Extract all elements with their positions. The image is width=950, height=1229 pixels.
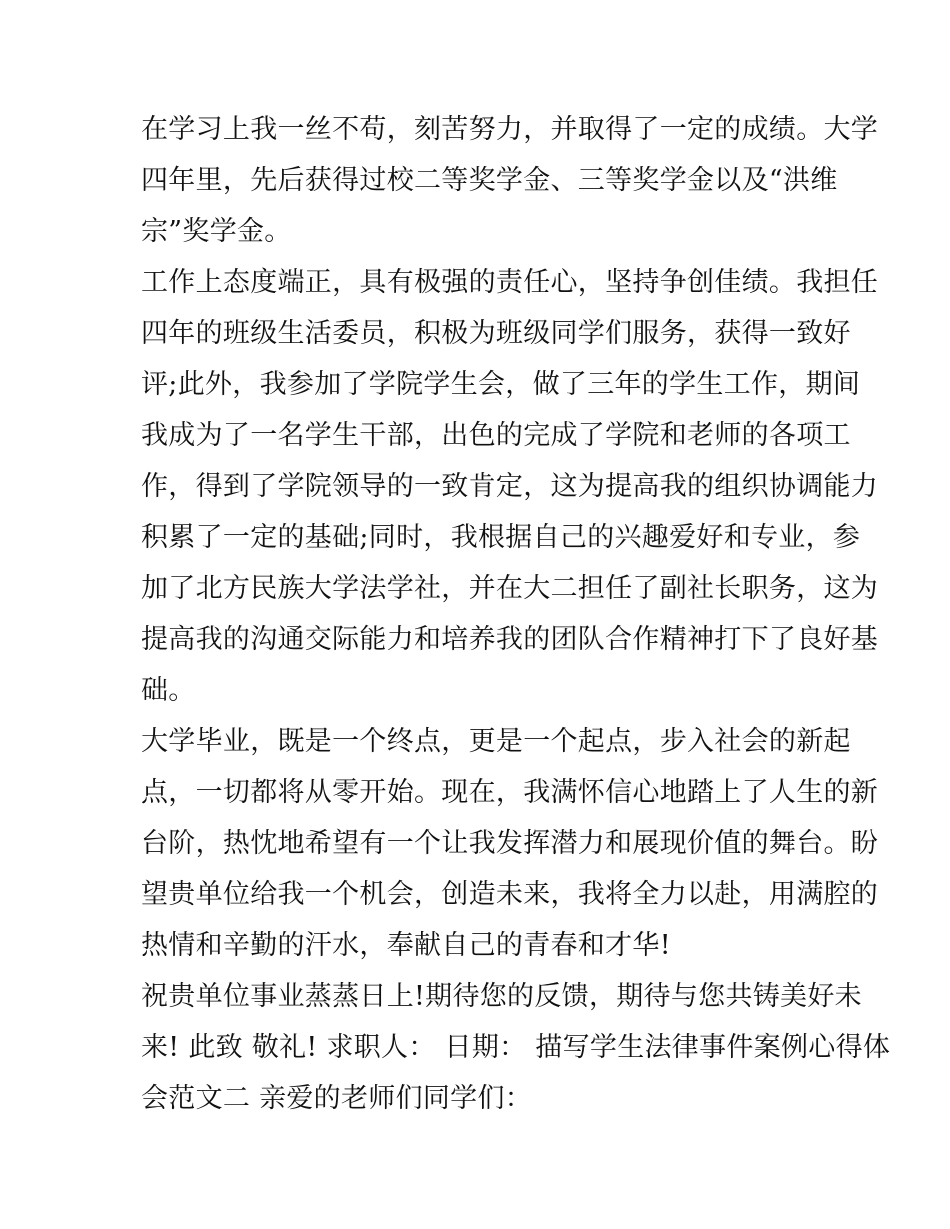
text-line: 来! 此致 敬礼! 求职人： 日期： 描写学生法律事件案例心得体	[141, 1032, 891, 1063]
text-line: 望贵单位给我一个机会，创造未来，我将全力以赴，用满腔的	[141, 879, 879, 910]
text-line: 会范文二 亲爱的老师们同学们：	[141, 1083, 533, 1114]
text-line: 加了北方民族大学法学社，并在大二担任了副社长职务，这为	[141, 573, 879, 604]
text-line: 作，得到了学院领导的一致肯定，这为提高我的组织协调能力	[141, 471, 879, 502]
text-line: 提高我的沟通交际能力和培养我的团队合作精神打下了良好基	[141, 624, 879, 655]
text-line: 四年里，先后获得过校二等奖学金、三等奖学金以及“洪维	[141, 165, 838, 196]
text-line: 积累了一定的基础;同时，我根据自己的兴趣爱好和专业，参	[141, 522, 861, 553]
text-line: 础。	[141, 675, 196, 706]
text-line: 点，一切都将从零开始。现在，我满怀信心地踏上了人生的新	[141, 777, 879, 808]
text-line: 评;此外，我参加了学院学生会，做了三年的学生工作，期间	[141, 369, 861, 400]
text-line: 四年的班级生活委员，积极为班级同学们服务，获得一致好	[141, 318, 851, 349]
text-line: 工作上态度端正，具有极强的责任心，坚持争创佳绩。我担任	[141, 267, 879, 298]
text-line: 祝贵单位事业蒸蒸日上!期待您的反馈，期待与您共铸美好未	[141, 981, 862, 1012]
text-line: 在学习上我一丝不苟，刻苦努力，并取得了一定的成绩。大学	[141, 114, 879, 145]
text-line: 台阶，热忱地希望有一个让我发挥潜力和展现价值的舞台。盼	[141, 828, 879, 859]
text-line: 大学毕业，既是一个终点，更是一个起点，步入社会的新起	[141, 726, 851, 757]
document-body	[141, 104, 891, 1124]
text-line: 我成为了一名学生干部，出色的完成了学院和老师的各项工	[141, 420, 851, 451]
text-line: 热情和辛勤的汗水，奉献自己的青春和才华!	[141, 930, 671, 961]
text-line: 宗”奖学金。	[141, 216, 292, 247]
